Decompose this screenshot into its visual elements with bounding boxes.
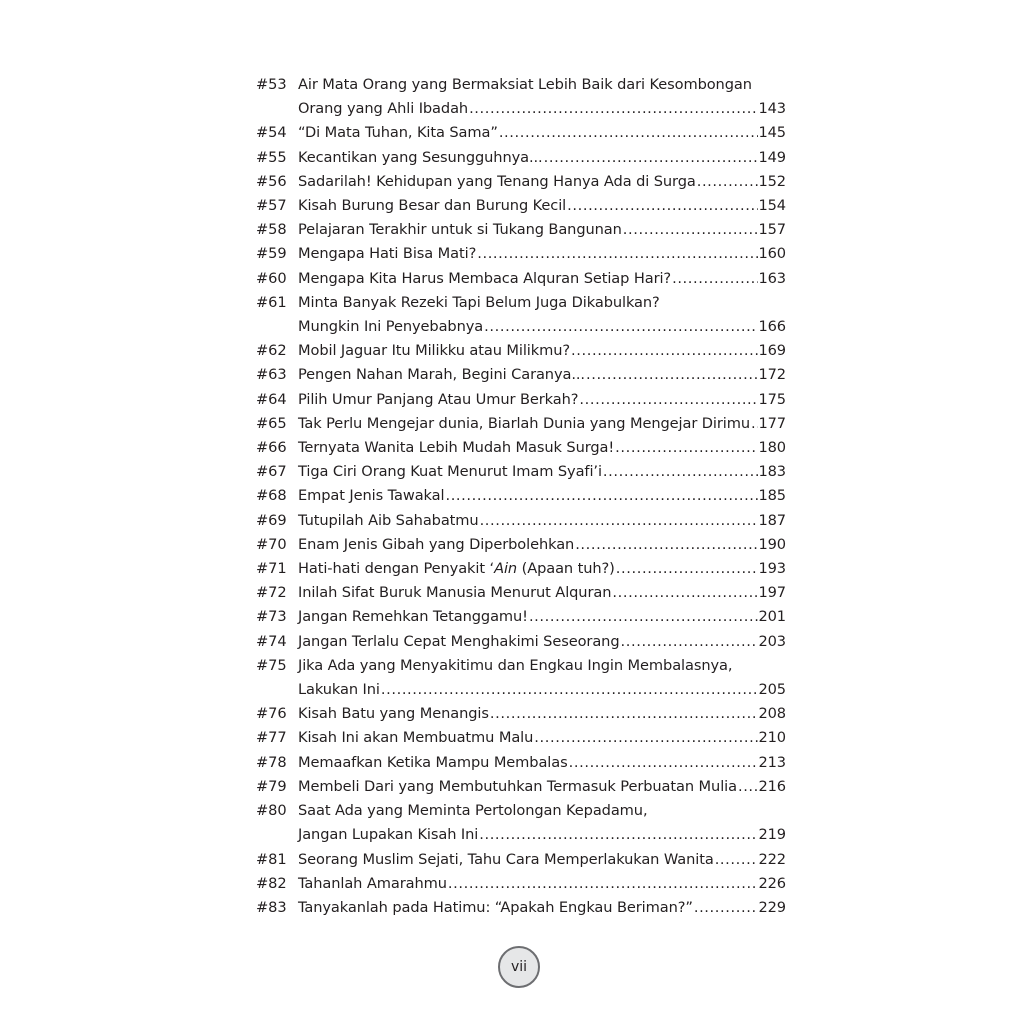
toc-entry-title: Mengapa Kita Harus Membaca Alquran Setiap Hari? xyxy=(298,269,672,287)
toc-entry-number: #68 xyxy=(256,487,287,505)
toc-entry-title: Jangan Terlalu Cepat Menghakimi Seseorang xyxy=(298,632,620,650)
dot-leader xyxy=(585,363,758,387)
toc-entry-page: 180 xyxy=(758,439,786,457)
toc-entry xyxy=(256,848,786,872)
toc-entry-number: #69 xyxy=(256,511,287,529)
toc-entry-page: 177 xyxy=(758,414,786,432)
toc-entry-page: 216 xyxy=(758,777,786,795)
dot-leader xyxy=(566,194,758,218)
toc-entry-page: 183 xyxy=(758,463,786,481)
toc-entry-title: Kisah Batu yang Menangis xyxy=(298,705,489,723)
toc-entry-page: 187 xyxy=(758,511,786,529)
toc-entry-number: #72 xyxy=(256,584,287,602)
toc-entry-title: Tak Perlu Mengejar dunia, Biarlah Dunia yang Mengejar Dirimu xyxy=(298,414,750,432)
dot-leader xyxy=(611,581,758,605)
toc-entry-number: #63 xyxy=(256,366,287,384)
toc-entry-title: Mengapa Hati Bisa Mati? xyxy=(298,245,477,263)
toc-entry-page: 152 xyxy=(758,172,786,190)
toc-entry-number: #81 xyxy=(256,850,287,868)
toc-entry-page: 154 xyxy=(758,197,786,215)
toc-entry xyxy=(256,654,786,702)
dot-leader xyxy=(468,97,758,121)
toc-entry-page: 205 xyxy=(758,681,786,699)
toc-entry-page: 201 xyxy=(758,608,786,626)
toc-entry xyxy=(256,339,786,363)
dot-leader xyxy=(543,146,759,170)
toc-entry-page: 222 xyxy=(758,850,786,868)
toc-entry-number: #65 xyxy=(256,414,287,432)
toc-entry-page: 157 xyxy=(758,221,786,239)
dot-leader xyxy=(476,242,758,266)
toc-entry-title-line: Minta Banyak Rezeki Tapi Belum Juga Dikabulkan? xyxy=(298,293,660,311)
toc-entry xyxy=(256,751,786,775)
toc-entry-number: #57 xyxy=(256,197,287,215)
toc-entry-title: Tanyakanlah pada Hatimu: “Apakah Engkau Beriman?” xyxy=(298,898,693,916)
dot-leader xyxy=(622,218,759,242)
toc-entry-page: 219 xyxy=(758,826,786,844)
toc-entry-number: #77 xyxy=(256,729,287,747)
dot-leader xyxy=(737,775,758,799)
toc-entry-title: Mobil Jaguar Itu Milikku atau Milikmu? xyxy=(298,342,570,360)
toc-entry xyxy=(256,533,786,557)
toc-entry-title-part: (Apaan tuh?) xyxy=(517,560,615,578)
toc-entry xyxy=(256,388,786,412)
toc-entry-page: 149 xyxy=(758,148,786,166)
toc-entry-page: 203 xyxy=(758,632,786,650)
dot-leader xyxy=(693,896,759,920)
toc-entry-title xyxy=(298,557,615,581)
toc-entry-title: Tiga Ciri Orang Kuat Menurut Imam Syafi’i xyxy=(298,463,602,481)
dot-leader xyxy=(444,484,758,508)
toc-entry-title: Membeli Dari yang Membutuhkan Termasuk Perbuatan Mulia xyxy=(298,777,737,795)
dot-leader xyxy=(696,170,759,194)
toc-entry-page: 193 xyxy=(758,560,786,578)
toc-entry-page: 197 xyxy=(758,584,786,602)
toc-entry-title: Seorang Muslim Sejati, Tahu Cara Memperlakukan Wanita xyxy=(298,850,714,868)
toc-entry xyxy=(256,73,786,121)
toc-entry-page: 145 xyxy=(758,124,786,142)
page-number-badge xyxy=(498,946,540,988)
toc-entry xyxy=(256,896,786,920)
toc-entry-page: 169 xyxy=(758,342,786,360)
toc-entry-number: #74 xyxy=(256,632,287,650)
toc-entry-number: #58 xyxy=(256,221,287,239)
toc-entry-title: Tahanlah Amarahmu xyxy=(298,874,447,892)
toc-entry-number: #83 xyxy=(256,898,287,916)
toc-entry xyxy=(256,146,786,170)
toc-entry xyxy=(256,726,786,750)
toc-entry-title: Inilah Sifat Buruk Manusia Menurut Alquran xyxy=(298,584,612,602)
toc-entry xyxy=(256,702,786,726)
toc-entry xyxy=(256,218,786,242)
dot-leader xyxy=(614,436,758,460)
toc-entry-number: #82 xyxy=(256,874,287,892)
dot-leader xyxy=(578,388,758,412)
toc-entry-title: Empat Jenis Tawakal xyxy=(298,487,445,505)
dot-leader xyxy=(483,315,758,339)
toc-entry xyxy=(256,267,786,291)
toc-entry-number: #67 xyxy=(256,463,287,481)
dot-leader xyxy=(570,339,758,363)
toc-entry-title: Jangan Remehkan Tetanggamu! xyxy=(298,608,528,626)
dot-leader xyxy=(714,848,759,872)
toc-entry-page: 185 xyxy=(758,487,786,505)
toc-entry-number: #55 xyxy=(256,148,287,166)
toc-entry-title: Sadarilah! Kehidupan yang Tenang Hanya Ada di Surga xyxy=(298,172,696,190)
dot-leader xyxy=(479,509,759,533)
toc-entry-title: “Di Mata Tuhan, Kita Sama” xyxy=(298,124,498,142)
toc-entry-title: Kecantikan yang Sesungguhnya... xyxy=(298,148,543,166)
toc-entry-number: #64 xyxy=(256,390,287,408)
toc-entry-page: 166 xyxy=(758,318,786,336)
toc-entry-page: 172 xyxy=(758,366,786,384)
toc-entry-number: #73 xyxy=(256,608,287,626)
toc-entry-title-line: Saat Ada yang Meminta Pertolongan Kepadamu, xyxy=(298,802,648,820)
toc-entry-page: 213 xyxy=(758,753,786,771)
toc-entry-title-line: Jika Ada yang Menyakitimu dan Engkau Ingin Membalasnya, xyxy=(298,656,733,674)
toc-entry-number: #75 xyxy=(256,656,287,674)
toc-entry-page: 226 xyxy=(758,874,786,892)
toc-entry-title: Tutupilah Aib Sahabatmu xyxy=(298,511,479,529)
dot-leader xyxy=(615,557,759,581)
toc-entry-number: #79 xyxy=(256,777,287,795)
toc-entry xyxy=(256,412,786,436)
toc-entry xyxy=(256,775,786,799)
toc-entry xyxy=(256,605,786,629)
toc-entry-title: Pelajaran Terakhir untuk si Tukang Bangunan xyxy=(298,221,622,239)
dot-leader xyxy=(533,726,758,750)
toc-entry-title: Lakukan Ini xyxy=(298,681,380,699)
toc-entry xyxy=(256,363,786,387)
dot-leader xyxy=(574,533,758,557)
dot-leader xyxy=(602,460,759,484)
toc-entry-page: 160 xyxy=(758,245,786,263)
dot-leader xyxy=(619,630,758,654)
table-of-contents xyxy=(256,73,786,920)
dot-leader xyxy=(528,605,759,629)
dot-leader xyxy=(498,121,759,145)
toc-entry-page: 210 xyxy=(758,729,786,747)
toc-entry-page: 208 xyxy=(758,705,786,723)
toc-entry xyxy=(256,581,786,605)
toc-entry-number: #61 xyxy=(256,293,287,311)
toc-entry-page: 143 xyxy=(758,100,786,118)
toc-entry-number: #66 xyxy=(256,439,287,457)
toc-entry-title: Enam Jenis Gibah yang Diperbolehkan xyxy=(298,535,575,553)
page-number: vii xyxy=(510,959,528,975)
toc-entry xyxy=(256,121,786,145)
toc-entry-title: Pilih Umur Panjang Atau Umur Berkah? xyxy=(298,390,579,408)
dot-leader xyxy=(489,702,759,726)
toc-entry xyxy=(256,436,786,460)
toc-entry xyxy=(256,291,786,339)
toc-entry-title: Kisah Burung Besar dan Burung Kecil xyxy=(298,197,567,215)
toc-entry-title-part: Hati-hati dengan Penyakit ‘ xyxy=(298,560,495,578)
toc-entry-page: 175 xyxy=(758,390,786,408)
toc-entry-number: #60 xyxy=(256,269,287,287)
toc-entry-title-line: Air Mata Orang yang Bermaksiat Lebih Baik dari Kesombongan xyxy=(298,76,752,93)
toc-entry xyxy=(256,872,786,896)
dot-leader xyxy=(478,823,758,847)
toc-entry-number: #62 xyxy=(256,342,287,360)
toc-entry-page: 229 xyxy=(758,898,786,916)
toc-entry xyxy=(256,557,786,581)
toc-entry xyxy=(256,509,786,533)
toc-entry-title: Jangan Lupakan Kisah Ini xyxy=(298,826,479,844)
toc-entry-title: Mungkin Ini Penyebabnya xyxy=(298,318,484,336)
toc-entry-title-italic: Ain xyxy=(494,560,518,578)
dot-leader xyxy=(750,412,758,436)
toc-entry-number: #56 xyxy=(256,172,287,190)
toc-entry-number: #80 xyxy=(256,802,287,820)
toc-entry xyxy=(256,242,786,266)
toc-entry-number: #70 xyxy=(256,535,287,553)
toc-entry-number: #71 xyxy=(256,560,287,578)
toc-entry-number: #59 xyxy=(256,245,287,263)
toc-entry-number: #76 xyxy=(256,705,287,723)
dot-leader xyxy=(447,872,759,896)
toc-entry-title: Orang yang Ahli Ibadah xyxy=(298,100,469,118)
toc-entry-page: 190 xyxy=(758,535,786,553)
toc-entry-title: Kisah Ini akan Membuatmu Malu xyxy=(298,729,534,747)
toc-entry xyxy=(256,460,786,484)
toc-entry xyxy=(256,484,786,508)
toc-entry xyxy=(256,170,786,194)
toc-entry-title: Pengen Nahan Marah, Begini Caranya... xyxy=(298,366,585,384)
toc-entry-title: Memaafkan Ketika Mampu Membalas xyxy=(298,753,568,771)
dot-leader xyxy=(380,678,759,702)
toc-entry-page: 163 xyxy=(758,269,786,287)
toc-entry-number: #53 xyxy=(256,76,287,93)
dot-leader xyxy=(568,751,759,775)
dot-leader xyxy=(671,267,758,291)
toc-entry-number: #78 xyxy=(256,753,287,771)
toc-entry xyxy=(256,630,786,654)
toc-entry-number: #54 xyxy=(256,124,287,142)
toc-entry xyxy=(256,194,786,218)
toc-entry-title: Ternyata Wanita Lebih Mudah Masuk Surga! xyxy=(298,439,615,457)
toc-entry xyxy=(256,799,786,847)
